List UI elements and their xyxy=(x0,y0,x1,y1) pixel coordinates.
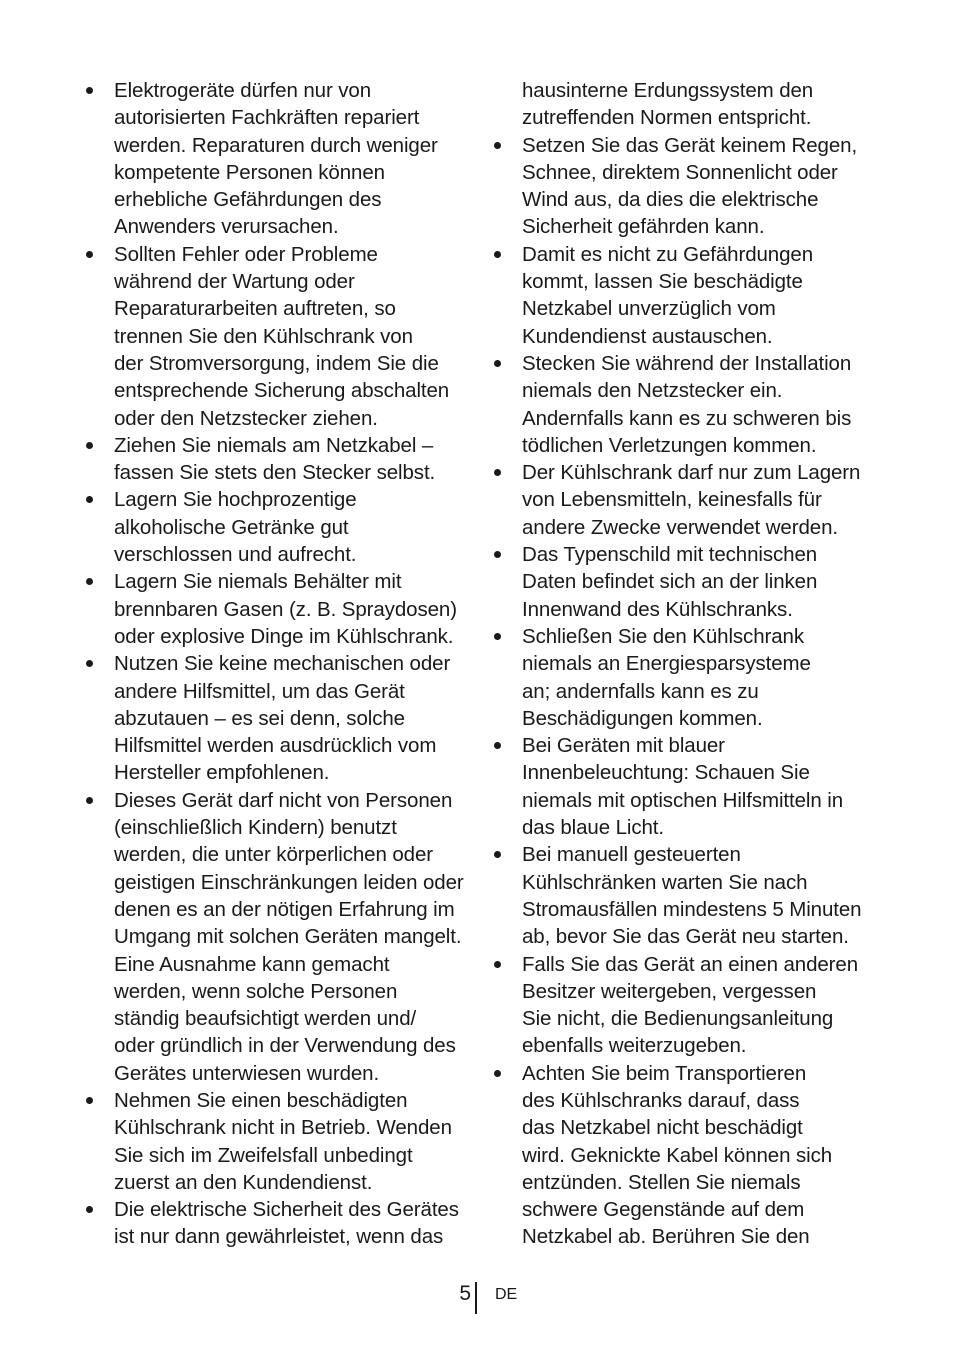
list-item xyxy=(84,650,484,786)
list-item-text: Lagern Sie niemals Behälter mit brennbaren Gasen (z. B. Spraydosen) oder explosive Dinge im Kühlschrank. xyxy=(114,570,457,648)
list-item-text: Die elektrische Sicherheit des Gerätes ist nur dann gewährleistet, wenn das xyxy=(114,1198,459,1249)
list-item xyxy=(84,568,484,650)
bullet-icon xyxy=(84,486,102,513)
list-item-text: Sollten Fehler oder Probleme während der Wartung oder Reparaturarbeiten auftreten, so trennen Sie den Kühlschrank von der Stromversorgung, indem Sie die entsprechende Sicherung abschalten oder den Netzstecker ziehen. xyxy=(114,242,450,430)
list-item-text: Falls Sie das Gerät an einen anderen Besitzer weitergeben, vergessen Sie nicht, die Bedienungsanleitung ebenfalls weiterzugeben. xyxy=(522,952,859,1058)
bullet-icon xyxy=(492,241,510,268)
list-item xyxy=(84,1087,484,1196)
list-item xyxy=(84,432,484,487)
list-item xyxy=(492,841,892,950)
bullet-icon xyxy=(84,568,102,595)
footer-divider xyxy=(475,1282,477,1314)
bullet-icon xyxy=(492,1060,510,1087)
bullet-icon xyxy=(492,841,510,868)
list-item-text: Elektrogeräte dürfen nur von autorisierten Fachkräften repariert werden. Reparaturen durch weniger kompetente Personen können erhebliche Gefährdungen des Anwenders verursachen. xyxy=(114,79,438,239)
list-item xyxy=(84,77,484,241)
list-item-text: Achten Sie beim Transportieren des Kühlschranks darauf, dass das Netzkabel nicht beschädigt wird. Geknickte Kabel können sich entzünden. Stellen Sie niemals schwere Gegenstände auf dem Netzkabel ab. Berühren Sie den xyxy=(522,1061,833,1249)
bullet-icon xyxy=(84,77,102,104)
list-item-text: hausinterne Erdungssystem den zutreffenden Normen entspricht. xyxy=(522,79,814,130)
page-number: 5 xyxy=(459,1282,471,1305)
list-item-text: Das Typenschild mit technischen Daten befindet sich an der linken Innenwand des Kühlschranks. xyxy=(522,543,818,621)
bullet-icon xyxy=(492,132,510,159)
bullet-icon xyxy=(492,350,510,377)
list-item-text: Ziehen Sie niemals am Netzkabel – fassen Sie stets den Stecker selbst. xyxy=(114,433,436,485)
list-item-text: Setzen Sie das Gerät keinem Regen, Schnee, direktem Sonnenlicht oder Wind aus, da dies die elektrische Sicherheit gefährden kann. xyxy=(522,133,858,239)
bullet-icon xyxy=(84,432,102,459)
bullet-icon xyxy=(492,732,510,759)
list-item-text: Nehmen Sie einen beschädigten Kühlschrank nicht in Betrieb. Wenden Sie sich im Zweifelsfall unbedingt zuerst an den Kundendienst. xyxy=(114,1088,452,1194)
bullet-icon xyxy=(84,650,102,677)
list-item xyxy=(84,486,484,568)
list-item-text: Bei Geräten mit blauer Innenbeleuchtung: Schauen Sie niemals mit optischen Hilfsmitteln in das blaue Licht. xyxy=(522,734,843,840)
bullet-icon xyxy=(84,1087,102,1114)
list-item xyxy=(492,541,892,623)
list-item xyxy=(492,951,892,1060)
bullet-icon xyxy=(492,459,510,486)
list-item xyxy=(492,350,892,459)
list-item xyxy=(492,459,892,541)
list-item xyxy=(84,241,484,432)
page-footer xyxy=(0,1280,954,1316)
bullet-icon xyxy=(492,623,510,650)
list-item-continuation xyxy=(492,77,892,132)
list-item xyxy=(492,1060,892,1251)
list-item xyxy=(492,241,892,350)
list-item xyxy=(492,623,892,732)
bullet-icon xyxy=(84,241,102,268)
left-column xyxy=(84,77,484,1251)
list-item xyxy=(84,787,484,1087)
bullet-icon xyxy=(492,951,510,978)
list-item-text: Nutzen Sie keine mechanischen oder andere Hilfsmittel, um das Gerät abzutauen – es sei denn, solche Hilfsmittel werden ausdrücklich vom Hersteller empfohlenen. xyxy=(114,652,451,785)
list-item-text: Stecken Sie während der Installation niemals den Netzstecker ein. Andernfalls kann es zu schweren bis tödlichen Verletzungen kommen. xyxy=(522,351,852,457)
bullet-icon xyxy=(84,1196,102,1223)
list-item-text: Lagern Sie hochprozentige alkoholische Getränke gut verschlossen und aufrecht. xyxy=(114,488,357,567)
list-item-text: Damit es nicht zu Gefährdungen kommt, lassen Sie beschädigte Netzkabel unverzüglich vom Kundendienst austauschen. xyxy=(522,242,813,348)
list-item-text: Schließen Sie den Kühlschrank niemals an Energiesparsysteme an; andernfalls kann es zu Beschädigungen kommen. xyxy=(522,624,811,730)
language-code: DE xyxy=(495,1286,518,1303)
right-column xyxy=(492,77,892,1251)
list-item xyxy=(84,1196,484,1251)
list-item-text: Der Kühlschrank darf nur zum Lagern von Lebensmitteln, keinesfalls für andere Zwecke verwendet werden. xyxy=(522,461,861,539)
list-item xyxy=(492,132,892,241)
list-item-text: Dieses Gerät darf nicht von Personen (einschließlich Kindern) benutzt werden, die unter körperlichen oder geistigen Einschränkungen leiden oder denen es an der nötigen Erfahrung im Umgang mit solchen Geräten mangelt. Eine Ausnahme kann gemacht werden, wenn solche Personen ständig beaufsichtigt werden und/ oder gründlich in der Verwendung des Gerätes unterwiesen wurden. xyxy=(114,788,464,1085)
bullet-icon xyxy=(492,541,510,568)
bullet-icon xyxy=(84,787,102,814)
list-item-text: Bei manuell gesteuerten Kühlschränken warten Sie nach Stromausfällen mindestens 5 Minuten ab, bevor Sie das Gerät neu starten. xyxy=(522,843,862,949)
list-item xyxy=(492,732,892,841)
